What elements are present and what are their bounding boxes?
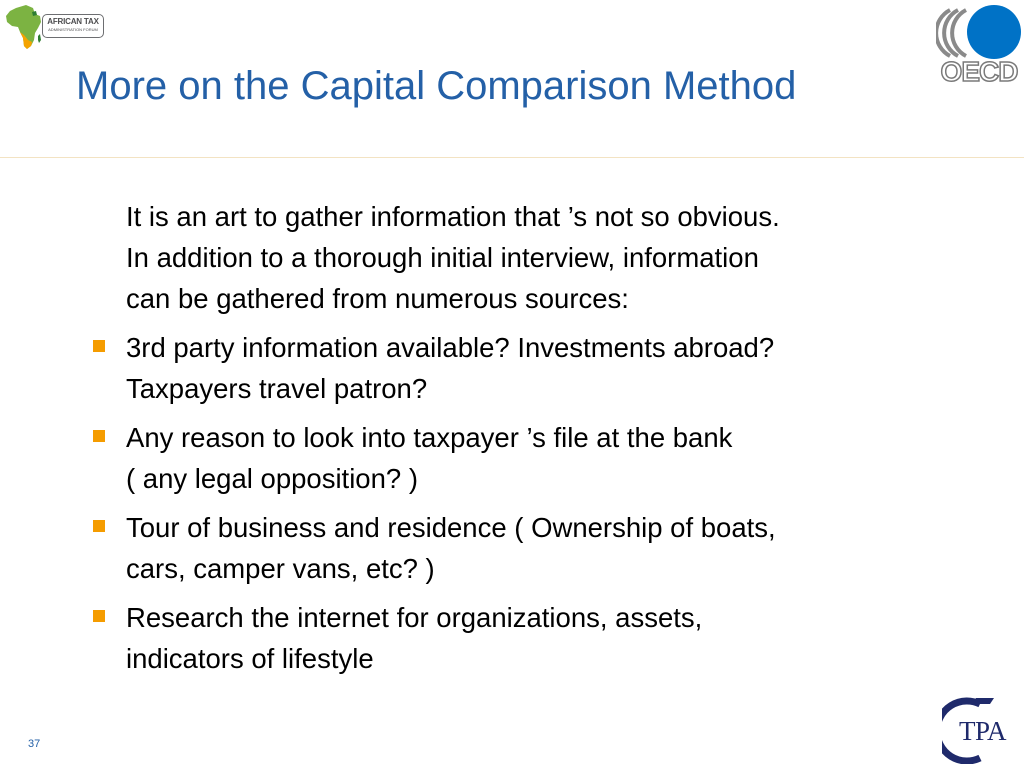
intro-line: can be gathered from numerous sources: [126,283,629,314]
intro-line: It is an art to gather information that ’s not so obvious. [126,201,780,232]
ataf-subtitle: ADMINISTRATION FORUM [48,27,98,32]
ataf-name: AFRICAN TAX [47,17,99,26]
square-bullet-icon [93,610,105,622]
slide-number: 37 [28,738,41,750]
bullet-line: Research the internet for organizations, assets, [126,602,703,633]
ctpa-logo [942,694,1022,764]
bullet-item [88,507,968,589]
bullet-line: ( any legal opposition? ) [126,463,418,494]
bullet-line: Taxpayers travel patron? [126,373,428,404]
ctpa-wordmark: TPA [959,716,1007,746]
bullet-list [88,327,968,679]
bullet-line: 3rd party information available? Investments abroad? [126,332,775,363]
bullet-item [88,417,968,499]
intro-line: In addition to a thorough initial interview, information [126,242,759,273]
bullet-line: cars, camper vans, etc? ) [126,553,435,584]
ataf-wordmark [42,14,104,38]
intro-paragraph [88,196,968,319]
oecd-wordmark: OECD [940,56,1018,87]
oecd-logo [936,2,1022,88]
header-divider [0,157,1024,158]
slide-title: More on the Capital Comparison Method [76,64,797,108]
bullet-line: indicators of lifestyle [126,643,374,674]
bullet-line: Tour of business and residence ( Ownership of boats, [126,512,776,543]
bullet-item [88,327,968,409]
bullet-line: Any reason to look into taxpayer ’s file at the bank [126,422,733,453]
bullet-item [88,597,968,679]
square-bullet-icon [93,520,105,532]
square-bullet-icon [93,430,105,442]
ataf-logo [2,2,106,52]
square-bullet-icon [93,340,105,352]
slide-body [88,196,968,687]
oecd-circles-icon [936,2,1022,62]
